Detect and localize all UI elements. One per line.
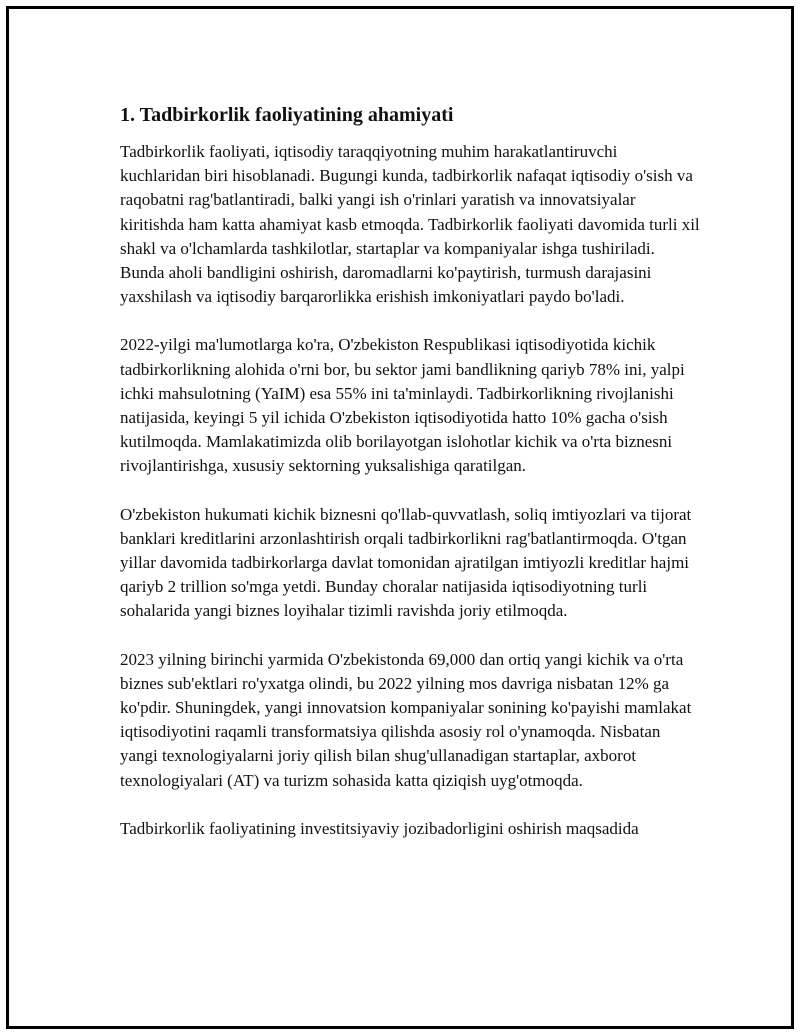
paragraph-government-support: O'zbekiston hukumati kichik biznesni qo'llab-quvvatlash, soliq imtiyozlari va tijorat banklari kreditlarini arzonlashtirish orqali tadbirkorlikni rag'batlantirmoqda. O'tgan yillar davomida tadbirkorlarga davlat tomonidan ajratilgan imtiyozli kreditlar hajmi qariyb 2 trillion so'mga yetdi. Bunday choralar natijasida iqtisodiyotning turli sohalarida yangi biznes loyihalar tizimli ravishda joriy etilmoqda.: [120, 504, 692, 621]
section-heading: 1. Tadbirkorlik faoliyatining ahamiyati: [120, 104, 454, 126]
paragraph-importance: Tadbirkorlik faoliyati, iqtisodiy taraqqiyotning muhim harakatlantiruvchi kuchlaridan biri hisoblanadi. Bugungi kunda, tadbirkorlik nafaqat iqtisodiy o'sish va raqobatni rag'batlantiradi, balki yangi ish o'rinlari yaratish va innovatsiyalar kiritishda ham katta ahamiyat kasb etmoqda. Tadbirkorlik faoliyati davomida turli xil shakl va o'lchamlarda tashkilotlar, startaplar va kompaniyalar ishga tushiriladi. Bunda aholi bandligini oshirish, daromadlarni ko'paytirish, turmush darajasini yaxshilash va iqtisodiy barqarorlikka erishish imkoniyatlari paydo bo'ladi.: [120, 142, 700, 307]
paragraph-2023-statistics: 2023 yilning birinchi yarmida O'zbekistonda 69,000 dan ortiq yangi kichik va o'rta biznes sub'ektlari ro'yxatga olindi, bu 2022 yilning mos davriga nisbatan 12% ga ko'pdir. Shuningdek, yangi innovatsion kompaniyalar sonining ko'payishi mamlakat iqtisodiyotini raqamli transformatsiya qilishda asosiy rol o'ynamoqda. Nisbatan yangi texnologiyalarni joriy qilish bilan shug'ullanadigan startaplar, axborot texnologiyalari (AT) va turizm sohasida katta qiziqish uyg'otmoqda.: [120, 649, 692, 790]
paragraph-investment: Tadbirkorlik faoliyatining investitsiyaviy jozibadorligini oshirish maqsadida: [120, 818, 639, 838]
paragraph-2022-statistics: 2022-yilgi ma'lumotlarga ko'ra, O'zbekiston Respublikasi iqtisodiyotida kichik tadbirkorlikning alohida o'rni bor, bu sektor jami bandlikning qariyb 78% ini, yalpi ichki mahsulotning (YaIM) esa 55% ini ta'minlaydi. Tadbirkorlikning rivojlanishi natijasida, keyingi 5 yil ichida O'zbekiston iqtisodiyotida hatto 10% gacha o'sish kutilmoqda. Mamlakatimizda olib borilayotgan islohotlar kichik va o'rta biznesni rivojlantirishga, xususiy sektorning yuksalishiga qaratilgan.: [120, 335, 685, 476]
document-body: [120, 102, 700, 865]
page-frame: [6, 6, 794, 1029]
